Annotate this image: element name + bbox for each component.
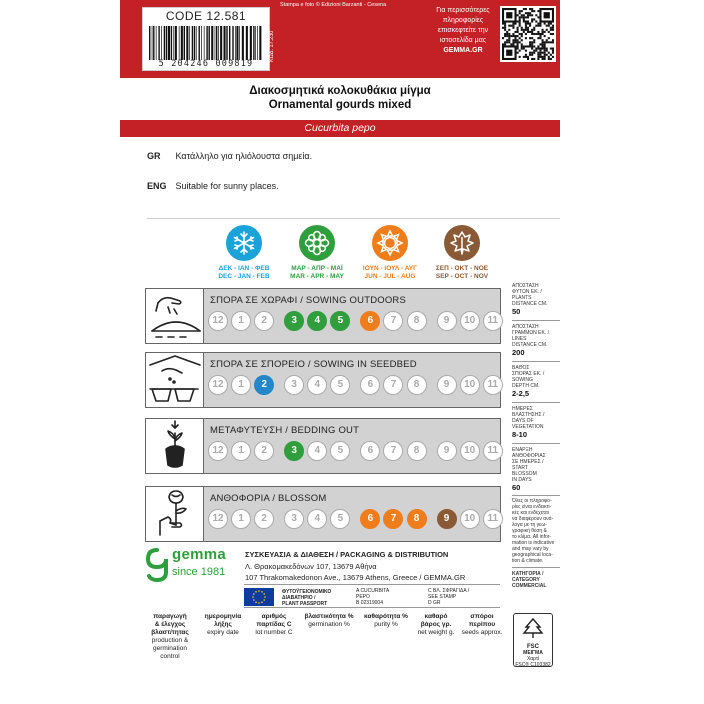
blossom-icon (146, 487, 204, 541)
barcode-icon (147, 26, 267, 60)
month-1: 1 (231, 509, 251, 529)
note-line: λογα με τη γεω- (512, 522, 547, 528)
side-label: ΓΡΑΜΜΩΝ ΕΚ. / (512, 330, 549, 336)
cell-en: lot number C (255, 629, 293, 636)
passport-cd (428, 588, 469, 606)
passport-d: D GR (428, 600, 441, 606)
row-bedding-out (145, 418, 501, 474)
passport-title-line: PLANT PASSPORT (282, 601, 328, 607)
side-label: ΑΠΟΣΤΑΣΗ (512, 324, 539, 330)
cell-en: production & (151, 637, 189, 644)
info-line: επισκεφτείτε την (437, 27, 489, 34)
divider (512, 567, 560, 568)
cell-en: germination % (308, 621, 350, 628)
net-weight (414, 613, 458, 637)
sowing-depth-value: 2-2,5 (512, 389, 530, 398)
month-8: 8 (407, 441, 427, 461)
sun-icon (372, 225, 408, 261)
side-label: VEGETATION (512, 424, 544, 430)
row-panel (204, 289, 500, 343)
divider (512, 402, 560, 403)
month-3: 3 (284, 509, 304, 529)
passport-title (282, 589, 331, 607)
cell-en: seeds approx. (461, 629, 503, 636)
month-circles (208, 311, 506, 331)
cell-gr: βάρος γρ. (420, 621, 452, 628)
row-label: ΑΝΘΟΦΟΡΙΑ / BLOSSOM (210, 493, 327, 504)
leaf-icon (444, 225, 480, 261)
vegetation-days-value: 8-10 (512, 430, 528, 439)
purity (360, 613, 412, 629)
fsc-code: FSC® C103382 (515, 662, 551, 668)
month-10: 10 (460, 441, 480, 461)
note-line: mation is indicative (512, 540, 555, 546)
cell-gr: λήξης (214, 621, 232, 628)
note-line: geographical loca- (512, 552, 553, 558)
season-months-gr: ΙΟΥΝ - ΙΟΥΛ - ΑΥΓ (362, 265, 418, 272)
month-7: 7 (383, 375, 403, 395)
description-text: Κατάλληλο για ηλιόλουστα σημεία. (175, 151, 313, 161)
month-10: 10 (460, 375, 480, 395)
info-note (512, 498, 562, 564)
code-value: 12.581 (206, 9, 247, 23)
address-english: 107 Thrakomakedonon Ave., 13679 Athens, Greece / GEMMA.GR (245, 573, 466, 582)
row-label: ΣΠΟΡΑ ΣΕ ΣΠΟΡΕΙΟ / SOWING IN SEEDBED (210, 359, 417, 370)
month-12: 12 (208, 311, 228, 331)
side-label: SOWING (512, 377, 533, 383)
description-text: Suitable for sunny places. (175, 181, 279, 191)
sowing-outdoors-icon (146, 289, 204, 343)
row-sowing-seedbed (145, 352, 501, 408)
ean-number: 5 204246 009819 (158, 59, 254, 69)
month-6: 6 (360, 441, 380, 461)
month-2: 2 (254, 509, 274, 529)
season-months-gr: ΔΕΚ - ΙΑΝ - ΦΕΒ (218, 265, 270, 272)
note-line: Όλες οι πληροφο- (512, 498, 552, 504)
barcode-box (142, 7, 270, 71)
row-label: ΜΕΤΑΦΥΤΕΥΣΗ / BEDDING OUT (210, 425, 360, 436)
snowflake-icon (226, 225, 262, 261)
month-11: 11 (483, 441, 503, 461)
divider (512, 495, 560, 496)
cell-en: control (160, 653, 180, 660)
row-sowing-outdoors (145, 288, 501, 344)
lot-number (250, 613, 298, 637)
season-winter (214, 225, 274, 281)
divider (147, 218, 560, 219)
month-11: 11 (483, 509, 503, 529)
cell-gr: βλαστ/τητας (151, 629, 189, 636)
divider (512, 320, 560, 321)
side-label: ΣΠΟΡΑΣ ΕΚ. / (512, 371, 545, 377)
sowing-depth (512, 365, 562, 398)
passport-a: A CUCURBITA (356, 588, 390, 594)
code-label: CODE (165, 9, 203, 23)
note-line: γραφική θέση & (512, 528, 547, 534)
month-4: 4 (307, 311, 327, 331)
lang-code: GR (147, 151, 161, 161)
cell-gr: καθαρότητα % (364, 613, 408, 620)
note-line: tion & climate. (512, 558, 544, 564)
info-text (424, 6, 502, 56)
month-circles (208, 375, 506, 395)
side-label: ΗΜΕΡΕΣ (512, 406, 533, 412)
month-5: 5 (330, 375, 350, 395)
latin-name-bar (120, 120, 560, 137)
product-code (143, 9, 269, 23)
month-9: 9 (437, 311, 457, 331)
side-label: LINES (512, 336, 527, 342)
germination (300, 613, 358, 629)
cell-gr: καθαρό (424, 613, 448, 620)
info-line: ιστοσελίδα μας (439, 37, 487, 44)
cell-gr: αριθμός (261, 613, 287, 620)
lang-code: ENG (147, 181, 167, 191)
cell-gr: παρτίδας C (256, 621, 292, 628)
month-12: 12 (208, 441, 228, 461)
month-12: 12 (208, 509, 228, 529)
side-label: DAYS OF (512, 418, 534, 424)
blossom-days (512, 447, 562, 492)
website-link[interactable]: GEMMA.GR (443, 47, 483, 54)
month-6: 6 (360, 311, 380, 331)
divider (512, 361, 560, 362)
title-block (120, 84, 560, 112)
season-summer (360, 225, 420, 281)
fsc-tree-icon (518, 617, 548, 639)
season-autumn (432, 225, 492, 281)
passport-ab (356, 588, 389, 606)
divider (512, 443, 560, 444)
passport-a2: PEPO (356, 594, 370, 600)
passport-title-line: ΔΙΑΒΑΤΗΡΙΟ / (282, 595, 316, 601)
month-11: 11 (483, 311, 503, 331)
side-label: BLOSSOM (512, 471, 537, 477)
row-label: ΣΠΟΡΑ ΣΕ ΧΩΡΑΦΙ / SOWING OUTDOORS (210, 295, 407, 306)
month-1: 1 (231, 311, 251, 331)
note-line: κές και ενδέχεται (512, 510, 549, 516)
note-line: and may vary by (512, 546, 549, 552)
info-line: Για περισσότερες (436, 7, 490, 14)
fsc-label: FSC (527, 644, 539, 650)
side-label: START (512, 465, 528, 471)
month-7: 7 (383, 509, 403, 529)
header-banner (120, 0, 560, 78)
cell-gr: παραγωγή (153, 613, 187, 620)
side-label: ΑΝΘΟΦΟΡΙΑΣ (512, 453, 546, 459)
lines-distance (512, 324, 562, 357)
season-months-gr: ΣΕΠ - ΟΚΤ - ΝΟΕ (435, 265, 489, 272)
month-9: 9 (437, 375, 457, 395)
month-3: 3 (284, 441, 304, 461)
passport-c: C ΒΛ. ΣΦΡΑΓΙΔΑ / (428, 588, 470, 594)
side-label: ΣΕ ΗΜΕΡΕΣ / (512, 459, 544, 465)
note-line: το κλίμα. All infor- (512, 534, 552, 540)
side-label: ΕΝΑΡΞΗ (512, 447, 533, 453)
info-line: πληροφορίες (442, 17, 484, 24)
gemma-logo-icon (145, 548, 169, 582)
month-7: 7 (383, 311, 403, 331)
month-10: 10 (460, 509, 480, 529)
cell-en: net weight g. (417, 629, 455, 636)
side-label: DEPTH CM. (512, 383, 540, 389)
brand-name: gemma (172, 546, 227, 563)
season-months-gr: ΜΑΡ - ΑΠΡ - ΜΑΪ (291, 265, 343, 272)
cell-en: expiry date (207, 629, 239, 636)
side-label: ΒΛΑΣΤΗΣΗΣ / (512, 412, 545, 418)
title-english: Ornamental gourds mixed (268, 99, 412, 111)
month-2: 2 (254, 441, 274, 461)
month-2: 2 (254, 311, 274, 331)
photo-credit: Stampa e foto © Edizioni Barzanti - Cesena (280, 2, 387, 8)
passport-b: B 02319004 (356, 600, 383, 606)
category-label: CATEGORY (512, 577, 540, 583)
qr-code-icon[interactable] (500, 6, 556, 62)
flower-icon (299, 225, 335, 261)
eu-flag-icon (244, 588, 274, 606)
side-label: DISTANCE CM. (512, 342, 548, 348)
month-6: 6 (360, 375, 380, 395)
row-panel (204, 487, 500, 541)
month-circles (208, 441, 506, 461)
cell-gr: & έλεγχος (154, 621, 186, 628)
side-label: ΒΑΘΟΣ (512, 365, 530, 371)
month-4: 4 (307, 441, 327, 461)
address-greek: Λ. Θρακομακεδόνων 107, 13679 Αθήνα (245, 562, 377, 571)
side-label: DISTANCE CM. (512, 301, 548, 307)
qr-code-graphic (502, 8, 554, 60)
cell-en: germination (153, 645, 187, 652)
month-1: 1 (231, 375, 251, 395)
month-12: 12 (208, 375, 228, 395)
side-label: ΑΠΟΣΤΑΣΗ (512, 283, 539, 289)
description-english (147, 181, 279, 191)
category (512, 571, 562, 589)
row-panel (204, 353, 500, 407)
blossom-days-value: 60 (512, 483, 521, 492)
month-5: 5 (330, 311, 350, 331)
month-6: 6 (360, 509, 380, 529)
note-line: ρίες είναι ενδεικτι- (512, 504, 552, 510)
expiry-date (199, 613, 247, 637)
brand-since: since 1981 (172, 566, 226, 578)
fsc-mix: ΜΕΙΓΜΑ (523, 650, 543, 656)
month-10: 10 (460, 311, 480, 331)
month-1: 1 (231, 441, 251, 461)
plants-distance (512, 283, 562, 316)
production-control (145, 613, 195, 661)
cell-gr: περίπου (468, 621, 496, 628)
month-3: 3 (284, 375, 304, 395)
latin-name: Cucurbita pepo (304, 122, 376, 134)
title-greek: Διακοσμητικά κολοκυθάκια μίγμα (249, 85, 431, 97)
side-label: PLANTS (512, 295, 532, 301)
lines-distance-value: 200 (512, 348, 525, 357)
passport-c2: SEE STAMP (428, 594, 457, 600)
season-spring (287, 225, 347, 281)
fsc-badge (513, 613, 553, 667)
month-3: 3 (284, 311, 304, 331)
seeds-approx (460, 613, 504, 637)
month-7: 7 (383, 441, 403, 461)
seedbed-icon (146, 353, 204, 407)
fsc-paper: Χαρτί (526, 656, 540, 662)
season-months-en: DEC - JAN - FEB (218, 273, 270, 280)
cell-gr: ημερομηνία (204, 613, 242, 620)
month-8: 8 (407, 509, 427, 529)
month-8: 8 (407, 375, 427, 395)
row-blossom (145, 486, 501, 542)
season-months-en: JUN - JUL - AUG (364, 273, 416, 280)
month-9: 9 (437, 509, 457, 529)
row-panel (204, 419, 500, 473)
kod-number: ΚΩΔ. 17.230 (269, 30, 275, 62)
month-circles (208, 509, 506, 529)
vegetation-days (512, 406, 562, 439)
category-value: COMMERCIAL (512, 583, 547, 589)
season-months-en: SEP - OCT - NOV (435, 273, 489, 280)
note-line: να διαφέρουν ανά- (512, 516, 554, 522)
side-label: IN DAYS (512, 477, 532, 483)
description-greek (147, 151, 312, 161)
cell-gr: βλαστικότητα % (304, 613, 354, 620)
month-9: 9 (437, 441, 457, 461)
month-11: 11 (483, 375, 503, 395)
month-4: 4 (307, 509, 327, 529)
season-months-en: MAR - APR - MAY (290, 273, 344, 280)
cell-gr: σπόροι (470, 613, 494, 620)
side-label: ΦΥΤΩΝ ΕΚ. / (512, 289, 542, 295)
plants-distance-value: 50 (512, 307, 521, 316)
month-4: 4 (307, 375, 327, 395)
plant-passport (244, 584, 500, 608)
month-5: 5 (330, 509, 350, 529)
month-5: 5 (330, 441, 350, 461)
passport-title-line: ΦΥΤΟΫΓΕΙΟΝΟΜΙΚΟ (282, 589, 332, 595)
month-8: 8 (407, 311, 427, 331)
month-2: 2 (254, 375, 274, 395)
category-label: ΚΑΤΗΓΟΡΙΑ / (512, 571, 544, 577)
cell-en: purity % (374, 621, 398, 628)
bedding-out-icon (146, 419, 204, 473)
distribution-title: ΣΥΣΚΕΥΑΣΙΑ & ΔΙΑΘΕΣΗ / PACKAGING & DISTRIBUTION (245, 550, 449, 559)
